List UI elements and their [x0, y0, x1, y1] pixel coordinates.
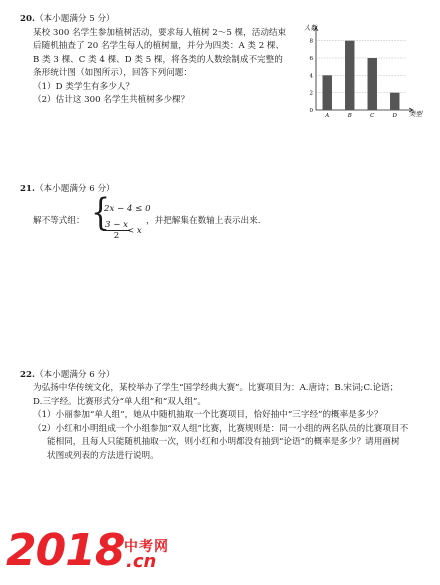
q22-line-1: 为弘扬中华传统文化，某校举办了学生“国学经典大赛”。比赛项目为：A.唐诗；B.宋词;C.论语； [33, 383, 399, 393]
x-tick-label-B: B [347, 113, 352, 119]
y-tick-label-8: 8 [309, 38, 313, 45]
q20-sub-1: （1）D 类学生有多少人？ [33, 82, 135, 92]
q21-prefix: 解不等式组： [33, 216, 85, 226]
q20-line-2: 后随机抽查了 20 名学生每人的植树量，并分为四类：A 类 2 棵、 [33, 41, 285, 51]
x-tick-label-A: A [325, 113, 330, 119]
q21-suffix: ，并把解集在数轴上表示出来. [146, 216, 261, 226]
y-tick-label-4: 4 [309, 73, 313, 80]
q21-inequality-1: 2x − 4 ≤ 0 [104, 204, 151, 214]
logo-year: 2018 [6, 525, 125, 576]
bar-D [390, 93, 399, 110]
q21-fraction-denominator: 2 [113, 231, 120, 241]
chart-x-axis-label: 类型 [409, 110, 422, 118]
q21-points: （本小题满分 6 分） [34, 184, 115, 194]
q22-sub-2-line-2: 能相同，且每人只能随机抽取一次，则小红和小明都没有抽到“论语”的概率是多少？请用画树 [47, 437, 400, 447]
zhongkao-logo [6, 527, 216, 577]
bar-A [323, 75, 332, 110]
q21-number: 21. [20, 184, 35, 194]
q20-line-1: 某校 300 名学生参加植树活动，要求每人植树 2～5 棵，活动结束 [33, 28, 287, 38]
y-tick-label-6: 6 [309, 56, 313, 62]
bar-B [345, 41, 354, 110]
q22-line-2: D.三字经。比赛形式分“单人组”和“双人组”。 [33, 397, 206, 407]
bar-C [368, 58, 377, 110]
q22-sub-2-line-1: （2）小红和小明组成一个小组参加“双人组”比赛，比赛规则是：同一小组的两名队员的比赛项目不 [33, 424, 409, 434]
x-tick-label-D: D [392, 113, 397, 119]
q20-sub-2: （2）估计这 300 名学生共植树多少棵？ [33, 95, 190, 105]
q20-line-3: B 类 3 棵、C 类 4 棵、D 类 5 棵，将各类的人数绘制成不完整的 [33, 55, 283, 65]
q20-line-4: 条形统计图（如图所示），回答下列问题： [33, 68, 192, 78]
y-tick-label-2: 2 [309, 90, 313, 97]
q22-points: （本小题满分 6 分） [34, 370, 115, 380]
logo-domain: .cn [126, 551, 157, 572]
y-tick-label-0: 0 [309, 108, 313, 114]
logo-site-name: 中考网 [124, 539, 169, 555]
q21-inequality-2-tail: < x [127, 226, 142, 236]
chart-y-axis-label: 人数 [304, 24, 317, 32]
q22-number: 22. [20, 370, 35, 380]
q20-points: （本小题满分 5 分） [34, 14, 115, 24]
q20-header [20, 14, 115, 25]
system-brace: { [91, 191, 111, 235]
q22-header [20, 370, 115, 381]
q22-sub-2-line-3: 状图或列表的方法进行说明。 [47, 451, 159, 461]
bar-chart [300, 22, 425, 122]
q20-number: 20. [20, 14, 35, 24]
q21-fraction-numerator: 3 − x [105, 220, 128, 230]
q22-sub-1: （1）小丽参加“单人组”，她从中随机抽取一个比赛项目，恰好抽中“三字经”的概率是多少？ [33, 410, 383, 420]
x-tick-label-C: C [370, 113, 375, 119]
q21-fraction [103, 220, 130, 241]
chart-bars [323, 41, 400, 110]
